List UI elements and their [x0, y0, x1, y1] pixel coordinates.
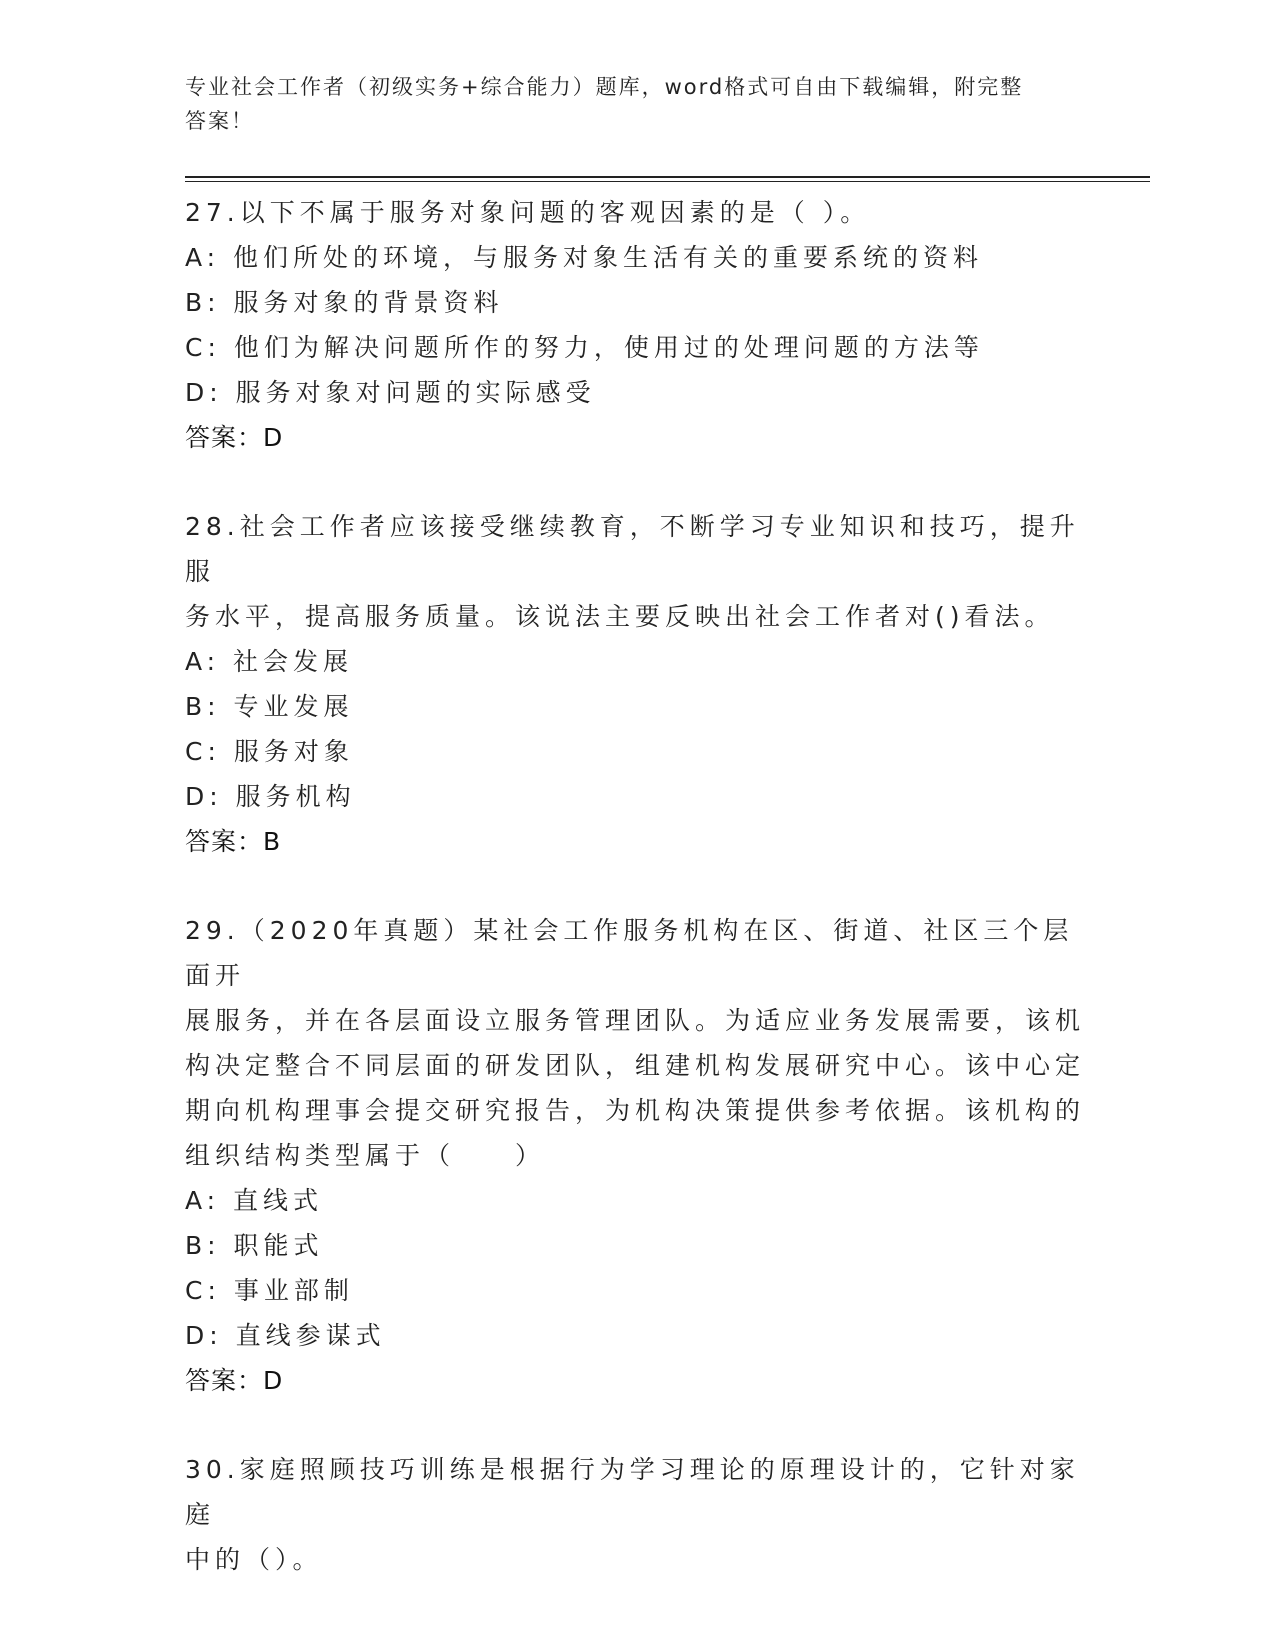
- question-text-line: 29.（2020年真题）某社会工作服务机构在区、街道、社区三个层面开: [185, 916, 1074, 990]
- answer-value: B: [263, 827, 282, 856]
- option-c: C: 他们为解决问题所作的努力，使用过的处理问题的方法等: [185, 333, 984, 362]
- option-b: B: 职能式: [185, 1231, 324, 1260]
- option-d: D: 直线参谋式: [185, 1321, 386, 1350]
- option-a: A: 他们所处的环境，与服务对象生活有关的重要系统的资料: [185, 243, 984, 272]
- answer: [185, 1358, 1085, 1403]
- header-line-2: 答案！: [185, 109, 254, 133]
- option-a: A: 社会发展: [185, 647, 354, 676]
- question-text-line: 构决定整合不同层面的研发团队，组建机构发展研究中心。该中心定: [185, 1051, 1086, 1080]
- answer-label: 答案：: [185, 1366, 264, 1395]
- answer-label: 答案：: [185, 423, 264, 452]
- header-line-1: 专业社会工作者（初级实务+综合能力）题库，word格式可自由下载编辑，附完整: [185, 75, 1024, 99]
- option-d: D: 服务机构: [185, 782, 356, 811]
- question-text-line: 组织结构类型属于（ ）: [185, 1141, 546, 1170]
- question-list: [185, 190, 1085, 1626]
- question-27: [185, 190, 1085, 460]
- option-c: C: 服务对象: [185, 737, 354, 766]
- question-text-line: 30.家庭照顾技巧训练是根据行为学习理论的原理设计的，它针对家庭: [185, 1455, 1080, 1529]
- option-d: D: 服务对象对问题的实际感受: [185, 378, 596, 407]
- answer-label: 答案：: [185, 827, 264, 856]
- header-divider: [185, 176, 1150, 182]
- question-text-line: 中的（）。: [185, 1545, 323, 1574]
- option-c: C: 事业部制: [185, 1276, 354, 1305]
- question-text-line: 展服务，并在各层面设立服务管理团队。为适应业务发展需要，该机: [185, 1006, 1086, 1035]
- question-text-line: 28.社会工作者应该接受继续教育，不断学习专业知识和技巧，提升服: [185, 512, 1080, 586]
- answer: [185, 415, 1085, 460]
- question-29: [185, 908, 1085, 1403]
- answer: [185, 819, 1085, 864]
- answer-value: D: [263, 1366, 284, 1395]
- option-b: B: 专业发展: [185, 692, 354, 721]
- question-text-line: 27.以下不属于服务对象问题的客观因素的是（ ）。: [185, 198, 871, 227]
- question-text-line: 务水平，提高服务质量。该说法主要反映出社会工作者对()看法。: [185, 602, 1055, 631]
- document-header: [185, 70, 1085, 138]
- answer-value: D: [263, 423, 284, 452]
- option-b: B: 服务对象的背景资料: [185, 288, 504, 317]
- question-30: [185, 1447, 1085, 1582]
- option-a: A: 直线式: [185, 1186, 324, 1215]
- question-text-line: 期向机构理事会提交研究报告，为机构决策提供参考依据。该机构的: [185, 1096, 1086, 1125]
- question-28: [185, 504, 1085, 864]
